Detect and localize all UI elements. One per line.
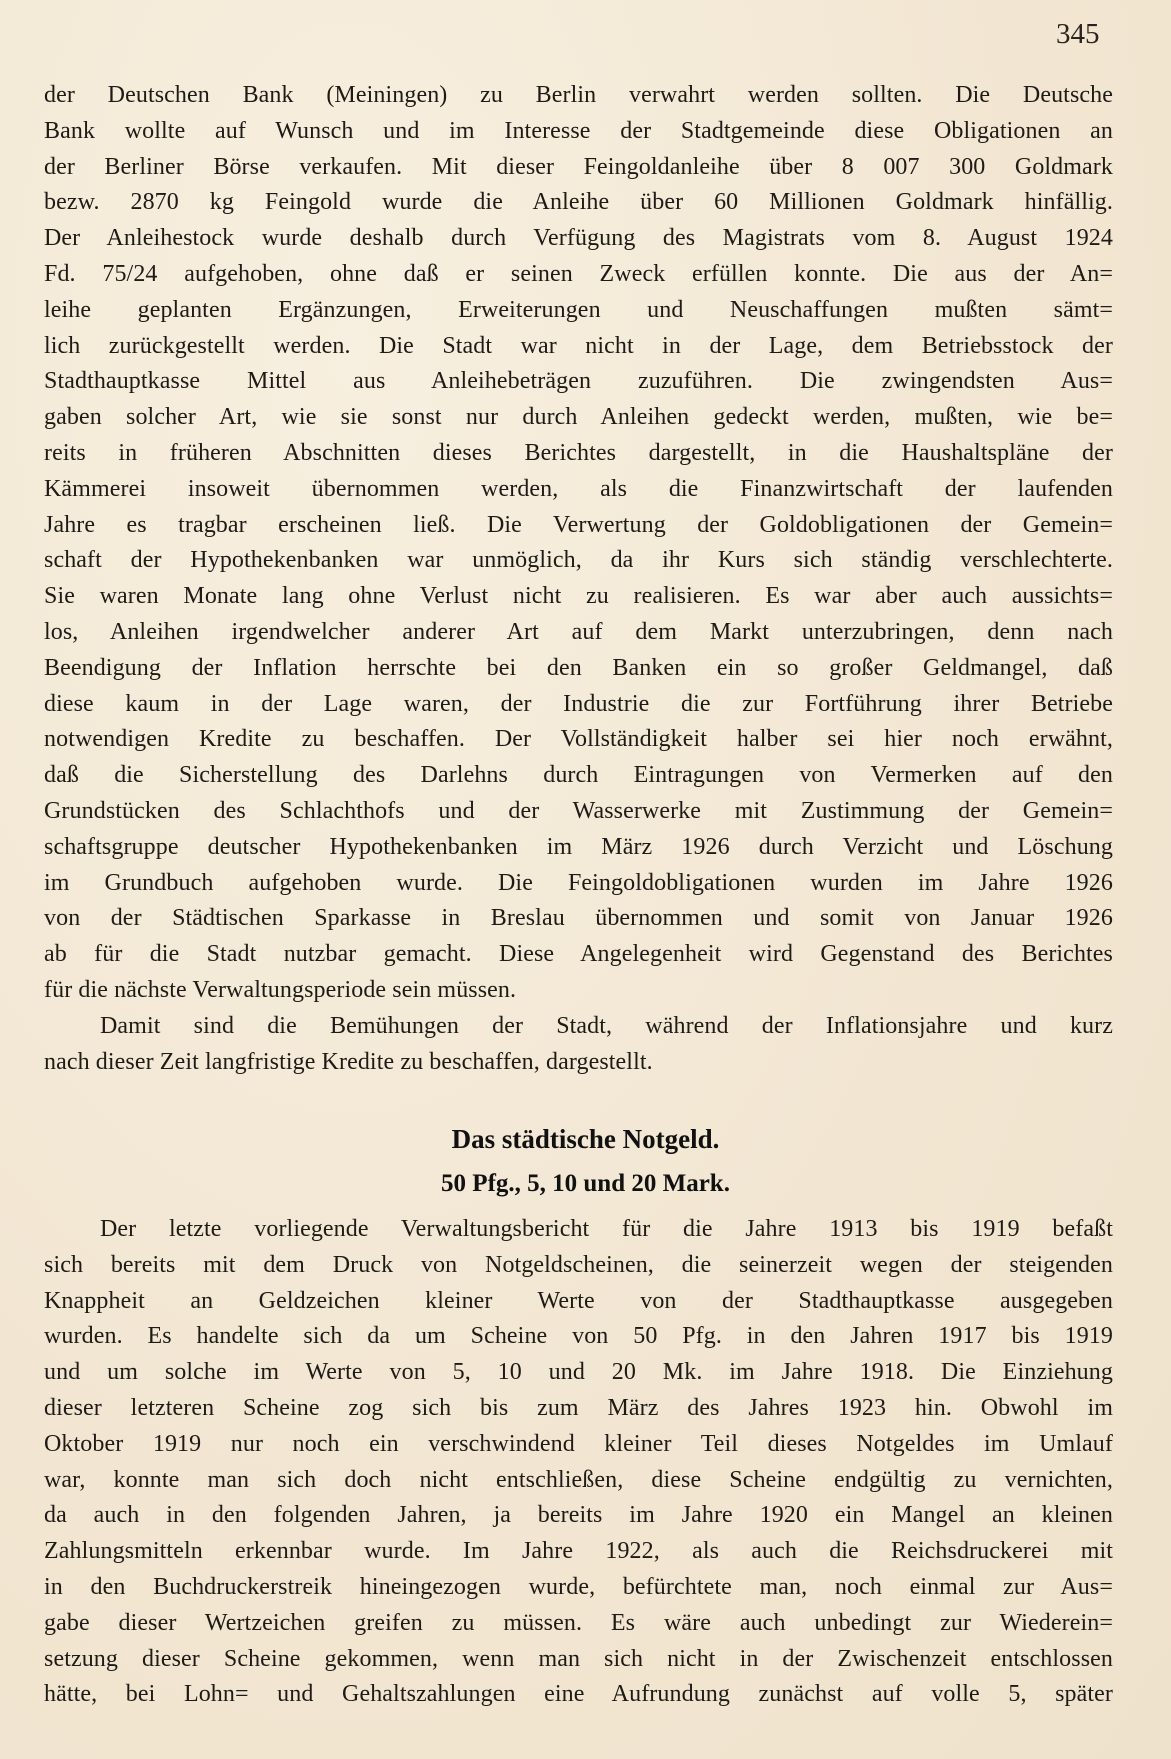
text-line: Stadthauptkasse Mittel aus Anleihebeträgen zuzuführen. Die zwingendsten Aus=	[44, 368, 1113, 395]
text-line: und um solche im Werte von 5, 10 und 20 Mk. im Jahre 1918. Die Einziehung	[44, 1359, 1113, 1386]
text-line: wurden. Es handelte sich da um Scheine von 50 Pfg. in den Jahren 1917 bis 1919	[44, 1323, 1113, 1350]
text-line: Sie waren Monate lang ohne Verlust nicht zu realisieren. Es war aber auch aussichts=	[44, 583, 1113, 610]
text-line: Grundstücken des Schlachthofs und der Wasserwerke mit Zustimmung der Gemein=	[44, 797, 1113, 824]
text-line: dieser letzteren Scheine zog sich bis zum März des Jahres 1923 hin. Obwohl im	[44, 1394, 1113, 1421]
section-heading: Das städtische Notgeld.	[451, 1124, 720, 1154]
text-line: schaft der Hypothekenbanken war unmöglich, da ihr Kurs sich ständig verschlechterte.	[44, 547, 1113, 574]
text-line: Kämmerei insoweit übernommen werden, als die Finanzwirtschaft der laufenden	[44, 475, 1113, 502]
text-line: im Grundbuch aufgehoben wurde. Die Feingoldobligationen wurden im Jahre 1926	[44, 869, 1113, 896]
body-text-section-2	[44, 1212, 1113, 1713]
text-line: ab für die Stadt nutzbar gemacht. Diese Angelegenheit wird Gegenstand des Berichtes	[44, 941, 1113, 968]
text-line: sich bereits mit dem Druck von Notgeldscheinen, die seinerzeit wegen der steigenden	[44, 1251, 1113, 1278]
text-line: Fd. 75/24 aufgehoben, ohne daß er seinen Zweck erfüllen konnte. Die aus der An=	[44, 260, 1113, 287]
text-line: von der Städtischen Sparkasse in Breslau übernommen und somit von Januar 1926	[44, 905, 1113, 932]
text-line: für die nächste Verwaltungsperiode sein müssen.	[44, 976, 517, 1003]
text-line: Zahlungsmitteln erkennbar wurde. Im Jahre 1922, als auch die Reichsdruckerei mit	[44, 1538, 1113, 1565]
text-line: setzung dieser Scheine gekommen, wenn man sich nicht in der Zwischenzeit entschlossen	[44, 1645, 1113, 1672]
text-line: Oktober 1919 nur noch ein verschwindend kleiner Teil dieses Notgeldes im Umlauf	[44, 1430, 1113, 1457]
text-line: gaben solcher Art, wie sie sonst nur durch Anleihen gedeckt werden, mußten, wie be=	[44, 404, 1113, 431]
text-line: der Deutschen Bank (Meiningen) zu Berlin verwahrt werden sollten. Die Deutsche	[44, 82, 1113, 108]
text-line: Knappheit an Geldzeichen kleiner Werte von der Stadthauptkasse ausgegeben	[44, 1287, 1113, 1314]
text-line: reits in früheren Abschnitten dieses Berichtes dargestellt, in die Haushaltspläne der	[44, 439, 1113, 466]
text-line: in den Buchdruckerstreik hineingezogen wurde, befürchtete man, noch einmal zur Aus=	[44, 1573, 1113, 1600]
text-line: Beendigung der Inflation herrschte bei den Banken ein so großer Geldmangel, daß	[44, 654, 1113, 681]
body-text-section-1	[44, 78, 1113, 1080]
section-subheading: 50 Pfg., 5, 10 und 20 Mark.	[441, 1170, 730, 1197]
page-number: 345	[1056, 18, 1100, 50]
text-line: notwendigen Kredite zu beschaffen. Der Vollständigkeit halber sei hier noch erwähnt,	[44, 726, 1113, 753]
text-line: nach dieser Zeit langfristige Kredite zu beschaffen, dargestellt.	[44, 1048, 653, 1075]
text-line: Der letzte vorliegende Verwaltungsbericht für die Jahre 1913 bis 1919 befaßt	[100, 1216, 1113, 1242]
text-line: gabe dieser Wertzeichen greifen zu müssen. Es wäre auch unbedingt zur Wiederein=	[44, 1609, 1113, 1636]
text-line: leihe geplanten Ergänzungen, Erweiterungen und Neuschaffungen mußten sämt=	[44, 296, 1113, 323]
text-line: da auch in den folgenden Jahren, ja bereits im Jahre 1920 ein Mangel an kleinen	[44, 1502, 1113, 1529]
text-line: lich zurückgestellt werden. Die Stadt war nicht in der Lage, dem Betriebsstock der	[44, 332, 1113, 359]
text-line: war, konnte man sich doch nicht entschließen, diese Scheine endgültig zu vernichten,	[44, 1466, 1113, 1493]
text-line: daß die Sicherstellung des Darlehns durch Eintragungen von Vermerken auf den	[44, 762, 1113, 789]
text-line: Der Anleihestock wurde deshalb durch Verfügung des Magistrats vom 8. August 1924	[44, 225, 1113, 252]
text-line: schaftsgruppe deutscher Hypothekenbanken im März 1926 durch Verzicht und Löschung	[44, 833, 1113, 860]
text-line: bezw. 2870 kg Feingold wurde die Anleihe über 60 Millionen Goldmark hinfällig.	[44, 189, 1113, 216]
text-line: der Berliner Börse verkaufen. Mit dieser Feingoldanleihe über 8 007 300 Goldmark	[44, 153, 1113, 180]
text-line: hätte, bei Lohn= und Gehaltszahlungen eine Aufrundung zunächst auf volle 5, später	[44, 1681, 1113, 1708]
text-line: los, Anleihen irgendwelcher anderer Art auf dem Markt unterzubringen, denn nach	[44, 618, 1113, 645]
text-line: diese kaum in der Lage waren, der Industrie die zur Fortführung ihrer Betriebe	[44, 690, 1113, 717]
text-line: Jahre es tragbar erscheinen ließ. Die Verwertung der Goldobligationen der Gemein=	[44, 511, 1113, 538]
text-line: Bank wollte auf Wunsch und im Interesse der Stadtgemeinde diese Obligationen an	[44, 117, 1113, 144]
text-line: Damit sind die Bemühungen der Stadt, während der Inflationsjahre und kurz	[100, 1012, 1113, 1039]
